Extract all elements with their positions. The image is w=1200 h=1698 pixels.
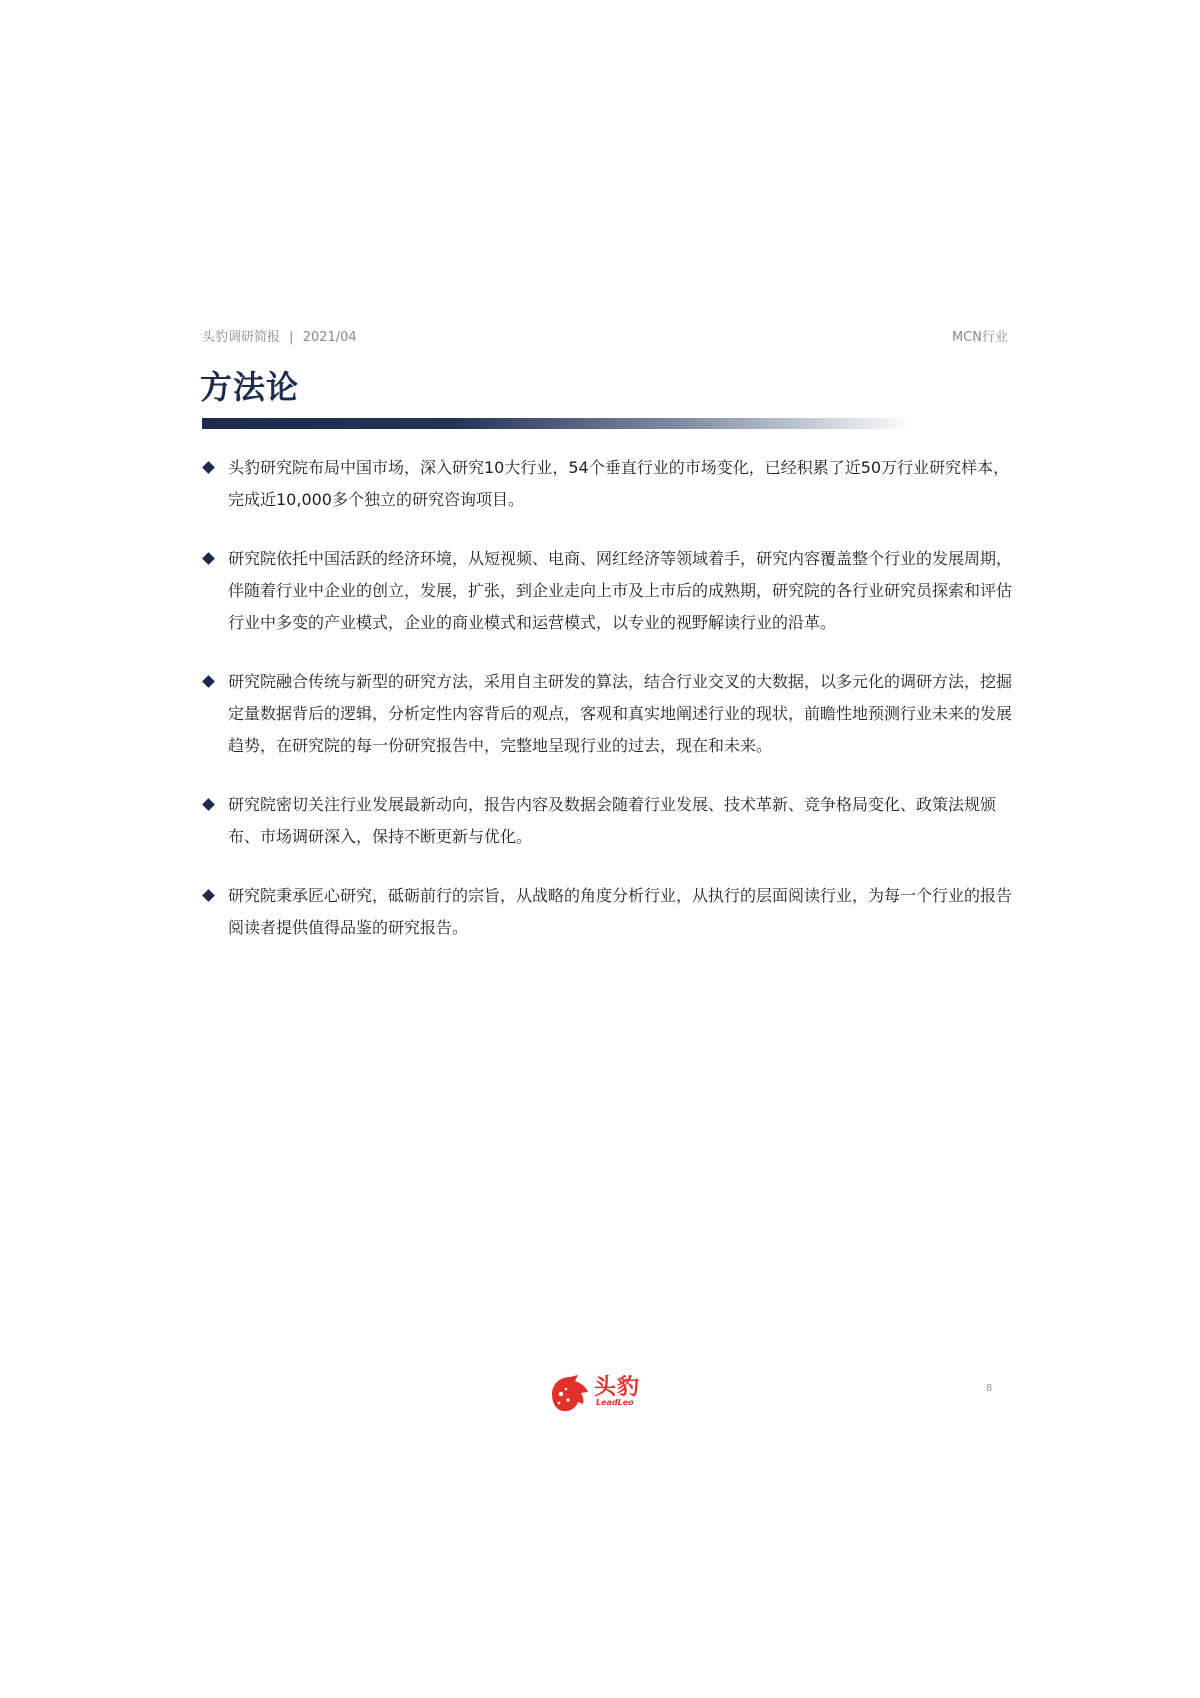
page-header [202, 326, 1008, 346]
logo-chinese-name: 头豹 [594, 1375, 641, 1400]
header-industry: MCN行业 [951, 330, 1008, 345]
methodology-item-text: 研究院秉承匠心研究，砥砺前行的宗旨，从战略的角度分析行业，从执行的层面阅读行业，为每一个行业的报告阅读者提供值得品鉴的研究报告。 [228, 886, 1013, 937]
methodology-item [202, 543, 1012, 639]
leadleo-logo [548, 1370, 648, 1416]
header-publication-info [202, 326, 357, 345]
page-title: 方法论 [200, 368, 300, 406]
header-date: 2021/04 [302, 330, 357, 345]
methodology-item-text: 研究院密切关注行业发展最新动向，报告内容及数据会随着行业发展、技术革新、竞争格局变化、政策法规颁布、市场调研深入，保持不断更新与优化。 [228, 795, 997, 846]
methodology-item [202, 452, 1012, 516]
methodology-item-text: 研究院依托中国活跃的经济环境，从短视频、电商、网红经济等领域着手，研究内容覆盖整个行业的发展周期，伴随着行业中企业的创立，发展，扩张，到企业走向上市及上市后的成熟期，研究院的各行业研究员探索和评估行业中多变的产业模式，企业的商业模式和运营模式，以专业的视野解读行业的沿革。 [228, 549, 1013, 632]
methodology-item [202, 789, 1012, 853]
methodology-item-text: 头豹研究院布局中国市场，深入研究10大行业，54个垂直行业的市场变化，已经积累了近50万行业研究样本，完成近10,000多个独立的研究咨询项目。 [228, 458, 1010, 509]
methodology-item-text: 研究院融合传统与新型的研究方法，采用自主研发的算法，结合行业交叉的大数据，以多元化的调研方法，挖掘定量数据背后的逻辑，分析定性内容背后的观点，客观和真实地阐述行业的现状，前瞻性地预测行业未来的发展趋势，在研究院的每一份研究报告中，完整地呈现行业的过去，现在和未来。 [228, 672, 1013, 755]
diamond-bullet-icon [202, 889, 215, 902]
logo-english-name: LeadLeo [596, 1398, 634, 1407]
methodology-list [202, 452, 1012, 971]
leopard-head-icon [548, 1372, 592, 1414]
title-underline-bar [202, 418, 914, 429]
page-number: 8 [986, 1383, 993, 1394]
diamond-bullet-icon [202, 675, 215, 688]
methodology-item [202, 880, 1012, 944]
header-separator: | [289, 330, 294, 345]
header-publication: 头豹调研简报 [202, 330, 281, 345]
methodology-item [202, 666, 1012, 762]
diamond-bullet-icon [202, 461, 215, 474]
diamond-bullet-icon [202, 798, 215, 811]
diamond-bullet-icon [202, 552, 215, 565]
